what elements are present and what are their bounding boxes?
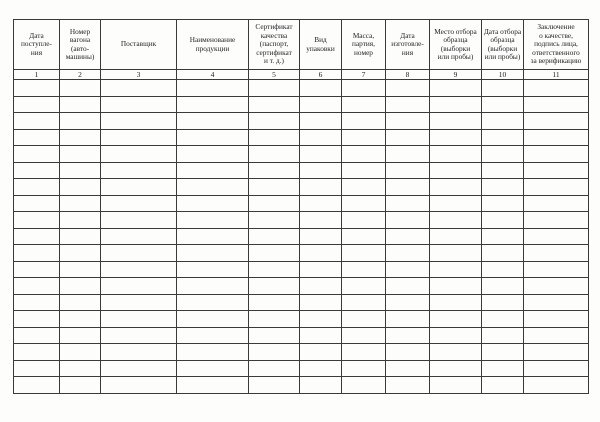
journal-cell[interactable] (300, 80, 342, 97)
journal-cell[interactable] (300, 129, 342, 146)
journal-cell[interactable] (482, 360, 524, 377)
col-header-receipt-date: Дата поступле- ния (14, 20, 60, 70)
journal-cell[interactable] (300, 344, 342, 361)
journal-cell[interactable] (300, 278, 342, 295)
journal-cell[interactable] (386, 344, 430, 361)
journal-cell[interactable] (60, 113, 101, 130)
journal-row (14, 212, 589, 229)
journal-cell[interactable] (14, 327, 60, 344)
journal-cell[interactable] (101, 377, 177, 394)
journal-cell[interactable] (342, 228, 386, 245)
journal-cell[interactable] (101, 228, 177, 245)
journal-cell[interactable] (60, 261, 101, 278)
journal-cell[interactable] (430, 162, 482, 179)
journal-cell[interactable] (386, 179, 430, 196)
journal-cell[interactable] (101, 162, 177, 179)
col-header-wagon-number: Номер вагона (авто- машины) (60, 20, 101, 70)
journal-cell[interactable] (177, 245, 249, 262)
journal-cell[interactable] (430, 327, 482, 344)
journal-cell[interactable] (342, 245, 386, 262)
col-header-manufacture-date: Дата изготовле- ния (386, 20, 430, 70)
journal-cell[interactable] (60, 278, 101, 295)
journal-cell[interactable] (342, 195, 386, 212)
journal-row (14, 228, 589, 245)
journal-cell[interactable] (60, 377, 101, 394)
journal-cell[interactable] (14, 146, 60, 163)
journal-row (14, 360, 589, 377)
journal-cell[interactable] (177, 294, 249, 311)
journal-cell[interactable] (177, 212, 249, 229)
journal-cell[interactable] (101, 146, 177, 163)
journal-cell[interactable] (430, 212, 482, 229)
journal-cell[interactable] (482, 278, 524, 295)
col-number: 7 (342, 70, 386, 80)
col-number: 2 (60, 70, 101, 80)
journal-cell[interactable] (524, 228, 589, 245)
journal-cell[interactable] (430, 179, 482, 196)
journal-cell[interactable] (177, 80, 249, 97)
journal-cell[interactable] (524, 294, 589, 311)
journal-cell[interactable] (386, 377, 430, 394)
journal-cell[interactable] (14, 245, 60, 262)
journal-cell[interactable] (60, 179, 101, 196)
journal-cell[interactable] (249, 311, 300, 328)
journal-cell[interactable] (249, 96, 300, 113)
journal-cell[interactable] (177, 228, 249, 245)
journal-cell[interactable] (177, 344, 249, 361)
journal-cell[interactable] (430, 261, 482, 278)
journal-cell[interactable] (300, 195, 342, 212)
journal-row (14, 113, 589, 130)
journal-cell[interactable] (177, 311, 249, 328)
journal-cell[interactable] (524, 113, 589, 130)
col-header-product-name: Наименование продукции (177, 20, 249, 70)
journal-cell[interactable] (482, 228, 524, 245)
col-number: 4 (177, 70, 249, 80)
journal-cell[interactable] (14, 113, 60, 130)
journal-cell[interactable] (386, 129, 430, 146)
journal-cell[interactable] (524, 344, 589, 361)
journal-cell[interactable] (249, 261, 300, 278)
journal-row (14, 294, 589, 311)
journal-cell[interactable] (482, 96, 524, 113)
journal-cell[interactable] (14, 80, 60, 97)
journal-cell[interactable] (101, 311, 177, 328)
journal-cell[interactable] (482, 245, 524, 262)
journal-cell[interactable] (60, 96, 101, 113)
journal-cell[interactable] (430, 195, 482, 212)
journal-cell[interactable] (430, 311, 482, 328)
journal-cell[interactable] (101, 113, 177, 130)
journal-cell[interactable] (342, 146, 386, 163)
journal-cell[interactable] (300, 261, 342, 278)
journal-cell[interactable] (342, 360, 386, 377)
journal-row (14, 327, 589, 344)
journal-cell[interactable] (101, 278, 177, 295)
journal-cell[interactable] (300, 245, 342, 262)
journal-cell[interactable] (386, 261, 430, 278)
journal-cell[interactable] (386, 113, 430, 130)
journal-cell[interactable] (249, 212, 300, 229)
journal-cell[interactable] (386, 228, 430, 245)
journal-cell[interactable] (177, 96, 249, 113)
journal-cell[interactable] (60, 294, 101, 311)
journal-cell[interactable] (14, 179, 60, 196)
journal-cell[interactable] (14, 294, 60, 311)
journal-cell[interactable] (430, 146, 482, 163)
journal-cell[interactable] (14, 162, 60, 179)
journal-cell[interactable] (386, 80, 430, 97)
journal-cell[interactable] (300, 212, 342, 229)
journal-cell[interactable] (249, 80, 300, 97)
journal-cell[interactable] (430, 96, 482, 113)
col-number: 11 (524, 70, 589, 80)
journal-cell[interactable] (430, 228, 482, 245)
journal-cell[interactable] (386, 278, 430, 295)
journal-row (14, 179, 589, 196)
journal-cell[interactable] (482, 146, 524, 163)
journal-cell[interactable] (342, 261, 386, 278)
journal-cell[interactable] (177, 377, 249, 394)
journal-cell[interactable] (60, 195, 101, 212)
journal-cell[interactable] (342, 311, 386, 328)
journal-cell[interactable] (524, 377, 589, 394)
journal-cell[interactable] (524, 311, 589, 328)
col-header-quality-conclusion: Заключение о качестве, подпись лица, ответственного за верификацию (524, 20, 589, 70)
journal-cell[interactable] (249, 195, 300, 212)
journal-cell[interactable] (342, 344, 386, 361)
col-header-sampling-date: Дата отбора образца (выборки или пробы) (482, 20, 524, 70)
col-number: 8 (386, 70, 430, 80)
journal-cell[interactable] (482, 113, 524, 130)
journal-cell[interactable] (14, 344, 60, 361)
journal-cell[interactable] (430, 80, 482, 97)
journal-cell[interactable] (524, 146, 589, 163)
journal-cell[interactable] (524, 195, 589, 212)
journal-cell[interactable] (342, 377, 386, 394)
journal-cell[interactable] (524, 261, 589, 278)
journal-cell[interactable] (14, 278, 60, 295)
journal-row (14, 146, 589, 163)
journal-cell[interactable] (386, 360, 430, 377)
journal-cell[interactable] (386, 311, 430, 328)
journal-cell[interactable] (60, 327, 101, 344)
journal-cell[interactable] (177, 129, 249, 146)
journal-cell[interactable] (60, 228, 101, 245)
journal-row (14, 311, 589, 328)
journal-cell[interactable] (342, 294, 386, 311)
journal-row (14, 377, 589, 394)
col-header-packaging-type: Вид упаковки (300, 20, 342, 70)
journal-cell[interactable] (249, 113, 300, 130)
journal-cell[interactable] (386, 146, 430, 163)
journal-cell[interactable] (177, 261, 249, 278)
journal-cell[interactable] (101, 212, 177, 229)
col-header-quality-certificate: Сертификат качества (паспорт, сертификат и т. д.) (249, 20, 300, 70)
journal-cell[interactable] (300, 113, 342, 130)
journal-cell[interactable] (300, 179, 342, 196)
journal-cell[interactable] (430, 344, 482, 361)
header-row (14, 20, 589, 70)
journal-cell[interactable] (430, 113, 482, 130)
journal-cell[interactable] (60, 245, 101, 262)
journal-cell[interactable] (430, 245, 482, 262)
journal-cell[interactable] (300, 311, 342, 328)
journal-cell[interactable] (14, 129, 60, 146)
journal-cell[interactable] (300, 96, 342, 113)
journal-cell[interactable] (249, 377, 300, 394)
journal-row (14, 261, 589, 278)
journal-cell[interactable] (177, 278, 249, 295)
col-number: 9 (430, 70, 482, 80)
journal-cell[interactable] (101, 360, 177, 377)
journal-cell[interactable] (430, 129, 482, 146)
col-header-supplier: Поставщик (101, 20, 177, 70)
journal-cell[interactable] (524, 360, 589, 377)
journal-cell[interactable] (430, 377, 482, 394)
column-number-row (14, 70, 589, 80)
journal-cell[interactable] (386, 212, 430, 229)
col-number: 10 (482, 70, 524, 80)
journal-cell[interactable] (177, 179, 249, 196)
journal-cell[interactable] (342, 212, 386, 229)
journal-cell[interactable] (249, 179, 300, 196)
journal-cell[interactable] (300, 162, 342, 179)
journal-cell[interactable] (60, 129, 101, 146)
col-number: 5 (249, 70, 300, 80)
journal-cell[interactable] (300, 377, 342, 394)
journal-cell[interactable] (482, 195, 524, 212)
journal-body (14, 80, 589, 394)
journal-cell[interactable] (386, 294, 430, 311)
journal-cell[interactable] (342, 162, 386, 179)
journal-cell[interactable] (524, 129, 589, 146)
journal-cell[interactable] (482, 80, 524, 97)
col-number: 3 (101, 70, 177, 80)
journal-cell[interactable] (482, 311, 524, 328)
journal-cell[interactable] (249, 129, 300, 146)
journal-cell[interactable] (60, 212, 101, 229)
journal-cell[interactable] (249, 360, 300, 377)
journal-row (14, 80, 589, 97)
journal-row (14, 195, 589, 212)
journal-cell[interactable] (177, 113, 249, 130)
col-header-mass-batch-number: Масса, партия, номер (342, 20, 386, 70)
journal-cell[interactable] (482, 344, 524, 361)
journal-cell[interactable] (300, 360, 342, 377)
journal-row (14, 96, 589, 113)
journal-cell[interactable] (177, 195, 249, 212)
journal-cell[interactable] (249, 146, 300, 163)
journal-cell[interactable] (60, 360, 101, 377)
journal-cell[interactable] (342, 179, 386, 196)
journal-cell[interactable] (386, 162, 430, 179)
journal-cell[interactable] (524, 162, 589, 179)
journal-cell[interactable] (430, 360, 482, 377)
journal-cell[interactable] (101, 195, 177, 212)
journal-cell[interactable] (386, 327, 430, 344)
journal-cell[interactable] (177, 146, 249, 163)
journal-cell[interactable] (386, 195, 430, 212)
journal-cell[interactable] (249, 228, 300, 245)
journal-cell[interactable] (177, 327, 249, 344)
journal-cell[interactable] (101, 245, 177, 262)
journal-cell[interactable] (482, 129, 524, 146)
col-number: 6 (300, 70, 342, 80)
journal-cell[interactable] (14, 377, 60, 394)
journal-cell[interactable] (14, 311, 60, 328)
journal-cell[interactable] (60, 162, 101, 179)
journal-cell[interactable] (342, 113, 386, 130)
col-number: 1 (14, 70, 60, 80)
journal-cell[interactable] (524, 278, 589, 295)
journal-cell[interactable] (482, 162, 524, 179)
journal-cell[interactable] (249, 162, 300, 179)
journal-cell[interactable] (524, 80, 589, 97)
journal-cell[interactable] (14, 360, 60, 377)
journal-cell[interactable] (482, 261, 524, 278)
journal-cell[interactable] (342, 80, 386, 97)
journal-cell[interactable] (101, 261, 177, 278)
journal-cell[interactable] (60, 344, 101, 361)
journal-cell[interactable] (101, 80, 177, 97)
journal-cell[interactable] (14, 228, 60, 245)
journal-cell[interactable] (342, 129, 386, 146)
journal-cell[interactable] (14, 195, 60, 212)
journal-cell[interactable] (300, 228, 342, 245)
journal-cell[interactable] (300, 146, 342, 163)
journal-cell[interactable] (249, 344, 300, 361)
journal-cell[interactable] (249, 245, 300, 262)
journal-row (14, 278, 589, 295)
journal-cell[interactable] (524, 179, 589, 196)
journal-cell[interactable] (482, 294, 524, 311)
journal-cell[interactable] (249, 327, 300, 344)
journal-cell[interactable] (101, 96, 177, 113)
journal-cell[interactable] (386, 96, 430, 113)
journal-cell[interactable] (482, 377, 524, 394)
journal-cell[interactable] (14, 96, 60, 113)
journal-cell[interactable] (249, 278, 300, 295)
col-header-sampling-place: Место отбора образца (выборки или пробы) (430, 20, 482, 70)
journal-cell[interactable] (101, 344, 177, 361)
journal-cell[interactable] (524, 212, 589, 229)
journal-cell[interactable] (482, 212, 524, 229)
journal-cell[interactable] (60, 146, 101, 163)
journal-cell[interactable] (177, 162, 249, 179)
journal-row (14, 162, 589, 179)
journal-cell[interactable] (524, 327, 589, 344)
journal-cell[interactable] (430, 294, 482, 311)
journal-cell[interactable] (60, 311, 101, 328)
journal-cell[interactable] (482, 327, 524, 344)
journal-row (14, 129, 589, 146)
journal-cell[interactable] (101, 129, 177, 146)
journal-cell[interactable] (14, 261, 60, 278)
journal-cell[interactable] (101, 327, 177, 344)
journal-row (14, 344, 589, 361)
journal-cell[interactable] (101, 294, 177, 311)
incoming-control-table (13, 19, 589, 394)
journal-cell[interactable] (342, 327, 386, 344)
journal-cell[interactable] (300, 294, 342, 311)
journal-cell[interactable] (249, 294, 300, 311)
journal-cell[interactable] (430, 278, 482, 295)
journal-cell[interactable] (524, 96, 589, 113)
journal-cell[interactable] (101, 179, 177, 196)
journal-cell[interactable] (60, 80, 101, 97)
journal-cell[interactable] (482, 179, 524, 196)
journal-cell[interactable] (300, 327, 342, 344)
journal-cell[interactable] (177, 360, 249, 377)
journal-cell[interactable] (14, 212, 60, 229)
journal-cell[interactable] (342, 278, 386, 295)
journal-cell[interactable] (524, 245, 589, 262)
journal-cell[interactable] (386, 245, 430, 262)
journal-cell[interactable] (342, 96, 386, 113)
journal-row (14, 245, 589, 262)
